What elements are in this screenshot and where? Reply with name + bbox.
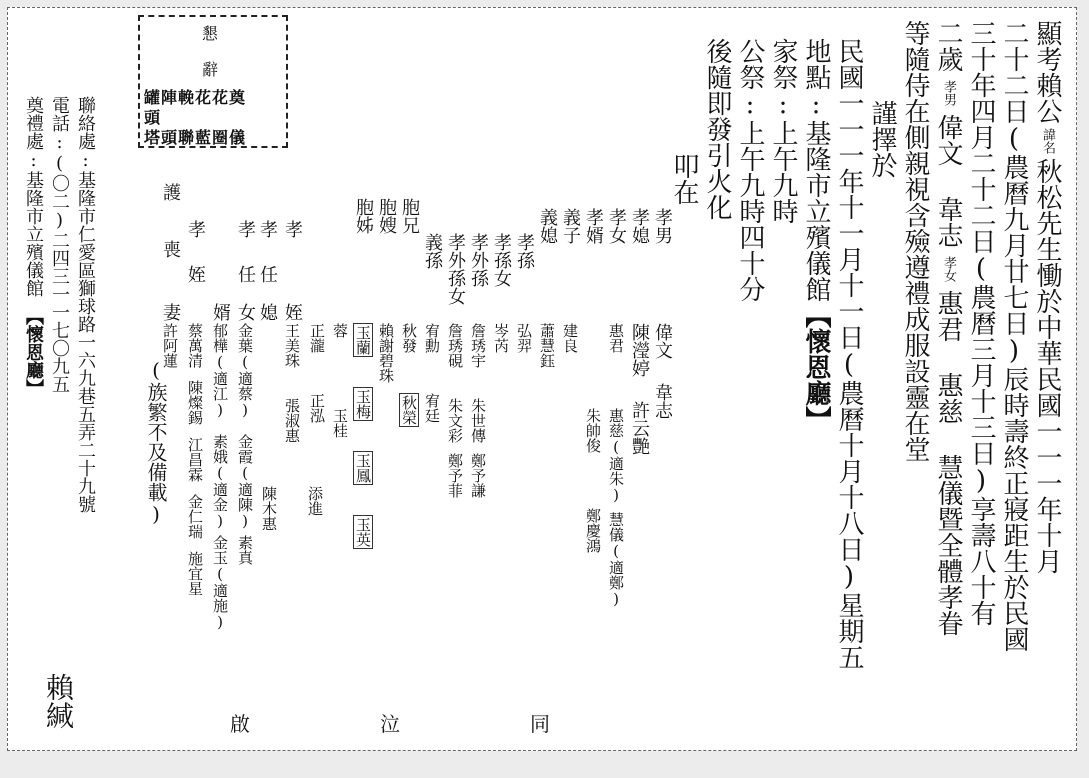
main-col-1: 顯考賴公諱名秋松先生慟於中華民國一一一年十月: [1032, 20, 1062, 574]
family-note: (族繁不及備載): [144, 358, 168, 526]
names-brother: 秋發秋榮: [400, 323, 418, 425]
rel-brother: 胞兄: [399, 198, 420, 234]
main-col-3: 三十年四月二十二日(農曆三月十三日)享壽八十有: [966, 20, 996, 626]
rel-niece: 孝: [235, 220, 256, 238]
rel-sister: 胞姊: [353, 198, 374, 234]
names-daughterinlaw: 陳瀅婷許云艷: [629, 323, 650, 455]
main-col-5: 等隨侍在側親視含殮遵禮成服設靈在堂: [900, 20, 930, 462]
names-ogs: 詹琇宇朱世傳鄭予謙: [469, 323, 487, 498]
rel-yigs: 義孫: [422, 233, 443, 269]
names-gs: 弘羿: [515, 323, 533, 353]
main-col-2: 二十二日(農曆九月廿七日)辰時壽終正寢距生於民國: [999, 20, 1029, 652]
rel-widow-c: 妻: [160, 303, 181, 321]
names-male: 偉文韋志: [652, 323, 673, 419]
rel-daughter: 孝女: [606, 208, 627, 244]
names-daughter: 惠君惠慈(適朱)慧儀(適鄭): [607, 323, 625, 608]
names-nephew-wife: 王美珠張淑惠: [283, 323, 301, 443]
names-nephew-wife3: 陳木惠: [260, 486, 278, 531]
main-col-8: 地點:基隆市立殯儀館【懷恩廳】: [801, 38, 831, 432]
names-ogd: 詹琇硯朱文彩鄭予菲: [446, 323, 464, 498]
rel-son2: 義子: [560, 208, 581, 244]
rel-gd: 孝孫女: [491, 233, 512, 287]
contact-phone: 電話:(〇二)二四三一一七〇九五: [49, 96, 70, 393]
main-col-6: 謹擇於: [867, 100, 897, 178]
rel-nephew-wife-char: 任: [257, 265, 278, 283]
names-sister: 玉蘭玉梅玉鳳玉英: [354, 325, 372, 547]
names-nephew: 蓉: [331, 323, 349, 338]
contact-venue: 奠禮處:基隆市立殯儀館【懷恩廳】: [23, 96, 44, 397]
rel-soninlaw: 孝婿: [583, 208, 604, 244]
names-nephew2b: 玉桂: [331, 408, 349, 438]
rel-nephew: 孝: [282, 220, 303, 238]
names-widow: 許阿蓮: [161, 323, 179, 368]
names-nephew2: 正瀧正泓: [308, 323, 326, 423]
rel-nephew-wife: 孝: [257, 220, 278, 238]
main-col-12: 叩在: [669, 153, 699, 205]
rel-daughterinlaw: 孝媳: [629, 208, 650, 244]
rel-ogs: 孝外孫: [468, 233, 489, 287]
rel-row-nu: 女: [235, 303, 256, 321]
names-grandniece: 蔡萬清陳燦錫江昌霖金仁瑞施宜星: [186, 323, 204, 596]
footer-qi: 啟: [230, 712, 250, 736]
rel-gs: 孝孫: [514, 233, 535, 269]
rel-widow-b: 喪: [160, 240, 181, 258]
rel-dil2: 義媳: [537, 208, 558, 244]
decline-flowers-notice: 懇 辭 罐陣輓花花奠 頭 塔頭聯藍圈儀: [138, 15, 288, 148]
name-note: 諱名: [1040, 128, 1055, 154]
rel-sil: 胞嫂: [376, 198, 397, 234]
names-gd: 岑芮: [492, 323, 510, 353]
rel-ogd: 孝外孫女: [445, 233, 466, 305]
rel-grandniece: 孝: [185, 220, 206, 238]
main-col-7: 民國一一一年十一月十一日(農曆十月十八日)星期五: [834, 38, 864, 670]
rel-niece-char: 任: [235, 265, 256, 283]
names-nephew-wife2: 添進: [306, 486, 324, 516]
rel-niece-h: 婿: [210, 303, 231, 321]
main-col-9: 家祭:上午九時: [768, 38, 798, 224]
main-col-11: 後隨即發引火化: [702, 38, 732, 220]
rel-nephew-char: 姪: [282, 303, 303, 321]
rel-grandniece-char: 姪: [185, 265, 206, 283]
obituary-document: [7, 7, 1077, 751]
names-yigs: 宥勳宥廷: [423, 323, 441, 423]
contact-sign: 賴緘: [42, 673, 75, 729]
contact-address: 聯絡處:基隆市仁愛區獅球路一六九巷五弄二十九號: [75, 96, 96, 513]
names-niece-h: 郁樺(適江)素娥(適金)金玉(適施): [211, 323, 229, 631]
rel-row-xifu: 媳: [257, 303, 278, 321]
names-dil2: 蕭慧鈺: [538, 323, 556, 368]
names-sil: 賴謝碧珠: [377, 323, 395, 383]
names-son2: 建良: [561, 323, 579, 353]
names-niece: 金葉(適蔡)金霞(適陳)素真: [236, 323, 254, 565]
footer-qi2: 泣: [380, 712, 400, 736]
rel-male: 孝男: [652, 208, 673, 244]
rel-widow: 護: [160, 183, 181, 201]
main-col-4: 二歲孝男偉文 韋志孝女惠君 惠慈 慧儀暨全體孝眷: [933, 20, 963, 636]
main-col-10: 公祭:上午九時四十分: [735, 38, 765, 302]
footer-tong: 同: [530, 712, 550, 736]
names-soninlaw: 朱帥俊鄭慶鴻: [584, 408, 602, 553]
